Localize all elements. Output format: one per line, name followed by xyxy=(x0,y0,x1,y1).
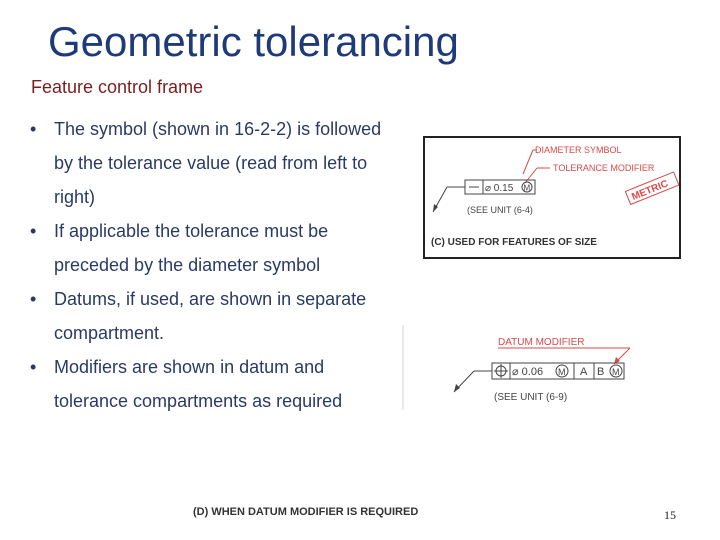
bullet-item xyxy=(30,214,400,282)
bullet-marker: • xyxy=(30,289,37,309)
leader-line xyxy=(523,150,533,174)
tolerance-modifier-label: TOLERANCE MODIFIER xyxy=(553,163,655,173)
metric-stamp xyxy=(625,172,678,204)
bullet-item xyxy=(30,350,400,418)
see-unit-text: (SEE UNIT (6-9) xyxy=(494,392,568,403)
slide-title: Geometric tolerancing xyxy=(48,18,459,65)
bullet-text: Modifiers are shown in datum and tolerance compartments as required xyxy=(54,357,343,411)
page-number: 15 xyxy=(664,508,676,522)
datum-modifier-label: DATUM MODIFIER xyxy=(498,337,585,348)
figure-c-panel xyxy=(423,136,681,259)
bullet-marker: • xyxy=(30,357,37,377)
figure-d-drawing xyxy=(440,330,640,410)
mmc-modifier-letter: M xyxy=(558,367,566,377)
bullet-marker: • xyxy=(30,119,37,139)
tolerance-value: ⌀ 0.06 xyxy=(512,366,544,378)
bullet-item xyxy=(30,112,400,214)
bullet-item xyxy=(30,282,400,350)
see-unit-text: (SEE UNIT (6-4) xyxy=(467,205,533,215)
datum-mmc-modifier-letter: M xyxy=(612,367,620,377)
arrowhead-icon xyxy=(454,384,460,392)
bullet-list xyxy=(30,112,400,418)
datum-a-letter: A xyxy=(580,366,588,378)
tolerance-value: ⌀ 0.15 xyxy=(485,183,514,194)
figure-c-caption: (C) USED FOR FEATURES OF SIZE xyxy=(431,237,597,248)
bullet-text: The symbol (shown in 16-2-2) is followed by the tolerance value (read from left to right) xyxy=(54,119,382,207)
slide-subtitle: Feature control frame xyxy=(31,77,204,97)
mmc-modifier-letter: M xyxy=(523,183,531,193)
datum-b-letter: B xyxy=(597,366,605,378)
bullet-text: Datums, if used, are shown in separate compartment. xyxy=(54,289,367,343)
metric-stamp-text: METRIC xyxy=(630,178,670,203)
bullet-marker: • xyxy=(30,221,37,241)
figure-divider xyxy=(402,325,404,410)
figure-d-caption: (D) WHEN DATUM MODIFIER IS REQUIRED xyxy=(193,506,419,518)
bullet-text: If applicable the tolerance must be preceded by the diameter symbol xyxy=(54,221,329,275)
figure-c-drawing xyxy=(425,138,679,257)
diameter-symbol-label: DIAMETER SYMBOL xyxy=(535,145,622,155)
